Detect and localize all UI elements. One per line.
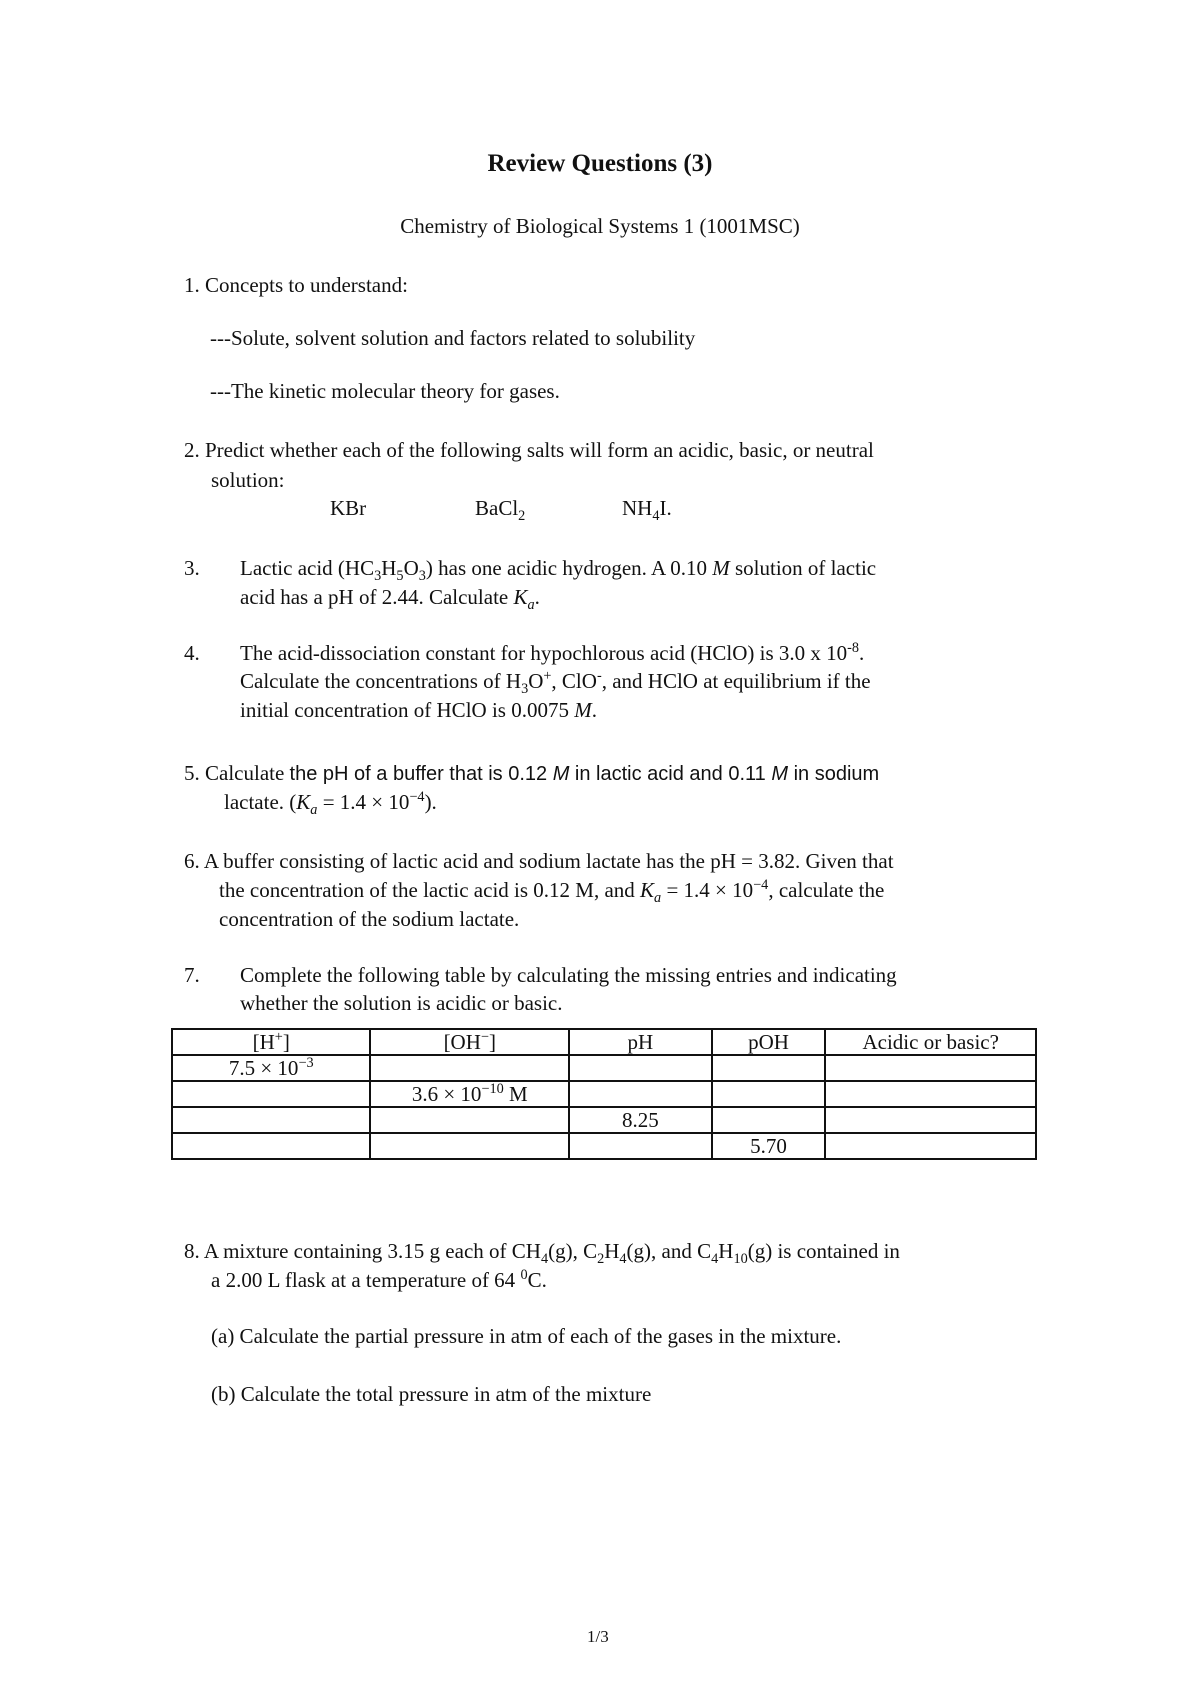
salt-bacl2: BaCl$_2$: [475, 496, 526, 525]
question-7-line1: Complete the following table by calculating the missing entries and indicating: [240, 963, 897, 987]
question-text: Concepts to understand:: [205, 273, 408, 297]
col-header-h-conc: [H+]: [172, 1029, 370, 1055]
question-3-line1: Lactic acid $(HC_3H_5O_3)$ has one acidic hydrogen. A 0.10 M solution of lactic: [240, 556, 877, 585]
table-cell: [569, 1081, 712, 1107]
table-cell: 8.25: [569, 1107, 712, 1133]
table-cell: $7.5 \times 10^{-3}$: [172, 1055, 370, 1081]
col-header-ph: pH: [569, 1029, 712, 1055]
question-3-number: 3.: [184, 556, 200, 580]
table-cell: [825, 1055, 1036, 1081]
salt-kbr: KBr: [330, 496, 367, 520]
question-5-line2: lactate. $(K_a = 1.4 \times 10^{-4})$.: [224, 789, 437, 819]
question-8-part-a: (a) Calculate the partial pressure in atm of each of the gases in the mixture.: [211, 1324, 842, 1348]
table-cell: [370, 1107, 569, 1133]
table-cell: [569, 1133, 712, 1159]
question-number: 2.: [184, 438, 200, 462]
course-subtitle: Chemistry of Biological Systems 1 (1001MSC): [400, 214, 800, 238]
question-5-line1: 5. Calculate the pH of a buffer that is 0.12 M in lactic acid and 0.11 M in sodium: [184, 761, 880, 785]
table-cell: [370, 1055, 569, 1081]
concept-item: ---Solute, solvent solution and factors related to solubility: [210, 326, 696, 350]
question-3-line2: acid has a pH of 2.44. Calculate $K_a$.: [240, 585, 540, 614]
table-cell: [712, 1081, 826, 1107]
question-number: 1.: [184, 273, 200, 297]
col-header-acidic-basic: Acidic or basic?: [825, 1029, 1036, 1055]
question-4-line1: The acid-dissociation constant for hypochlorous acid (HClO) is 3.0 x $10^{-8}$.: [240, 640, 865, 665]
ph-table: [171, 1028, 1037, 1160]
question-7-line2: whether the solution is acidic or basic.: [240, 991, 563, 1015]
table-cell: [569, 1055, 712, 1081]
table-cell: [172, 1107, 370, 1133]
question-8-part-b: (b) Calculate the total pressure in atm of the mixture: [211, 1382, 652, 1406]
table-cell: [825, 1107, 1036, 1133]
page-number: 1/3: [587, 1627, 609, 1646]
col-header-poh: pOH: [712, 1029, 826, 1055]
table-cell: [825, 1133, 1036, 1159]
question-4-line3: initial concentration of HClO is 0.0075 M.: [240, 698, 597, 722]
question-text-cont: solution:: [211, 468, 285, 492]
table-cell: [370, 1133, 569, 1159]
col-header-oh-conc: [OH−]: [370, 1029, 569, 1055]
page-title: Review Questions (3): [487, 150, 713, 177]
table-cell: [712, 1055, 826, 1081]
table-cell: [172, 1081, 370, 1107]
question-8-line1: 8. A mixture containing 3.15 g each of $CH_4(g)$, $C_2H_4(g)$, and $C_4H_{10}(g)$ is contained in: [184, 1239, 900, 1268]
question-2: [184, 440, 874, 461]
table-row: [172, 1133, 1036, 1159]
question-7-number: 7.: [184, 963, 200, 987]
question-4-number: 4.: [184, 641, 200, 665]
question-8-line2: a 2.00 L flask at a temperature of 64 $^0$C.: [211, 1267, 547, 1292]
table-cell: $3.6 \times 10^{-10}$ M: [370, 1081, 569, 1107]
question-6-line2: the concentration of the lactic acid is 0.12 M, and $K_a = 1.4 \times 10^{-4}$, calculate the: [219, 877, 885, 907]
question-6-line3: concentration of the sodium lactate.: [219, 907, 520, 931]
table-cell: 5.70: [712, 1133, 826, 1159]
question-4-line2: Calculate the concentrations of $H_3O^+$, ClO-, and HClO at equilibrium if the: [240, 668, 871, 698]
salt-nh4i: $NH_4I$.: [622, 496, 672, 525]
table-header-row: [172, 1029, 1036, 1055]
table-row: [172, 1055, 1036, 1081]
table-cell: [172, 1133, 370, 1159]
concept-item: ---The kinetic molecular theory for gases.: [210, 379, 560, 403]
table-row: [172, 1107, 1036, 1133]
question-6-line1: 6. A buffer consisting of lactic acid and sodium lactate has the pH = 3.82. Given that: [184, 849, 894, 873]
table-cell: [712, 1107, 826, 1133]
question-1: [184, 275, 408, 296]
question-text: Predict whether each of the following salts will form an acidic, basic, or neutral: [205, 438, 874, 462]
table-row: [172, 1081, 1036, 1107]
table-cell: [825, 1081, 1036, 1107]
